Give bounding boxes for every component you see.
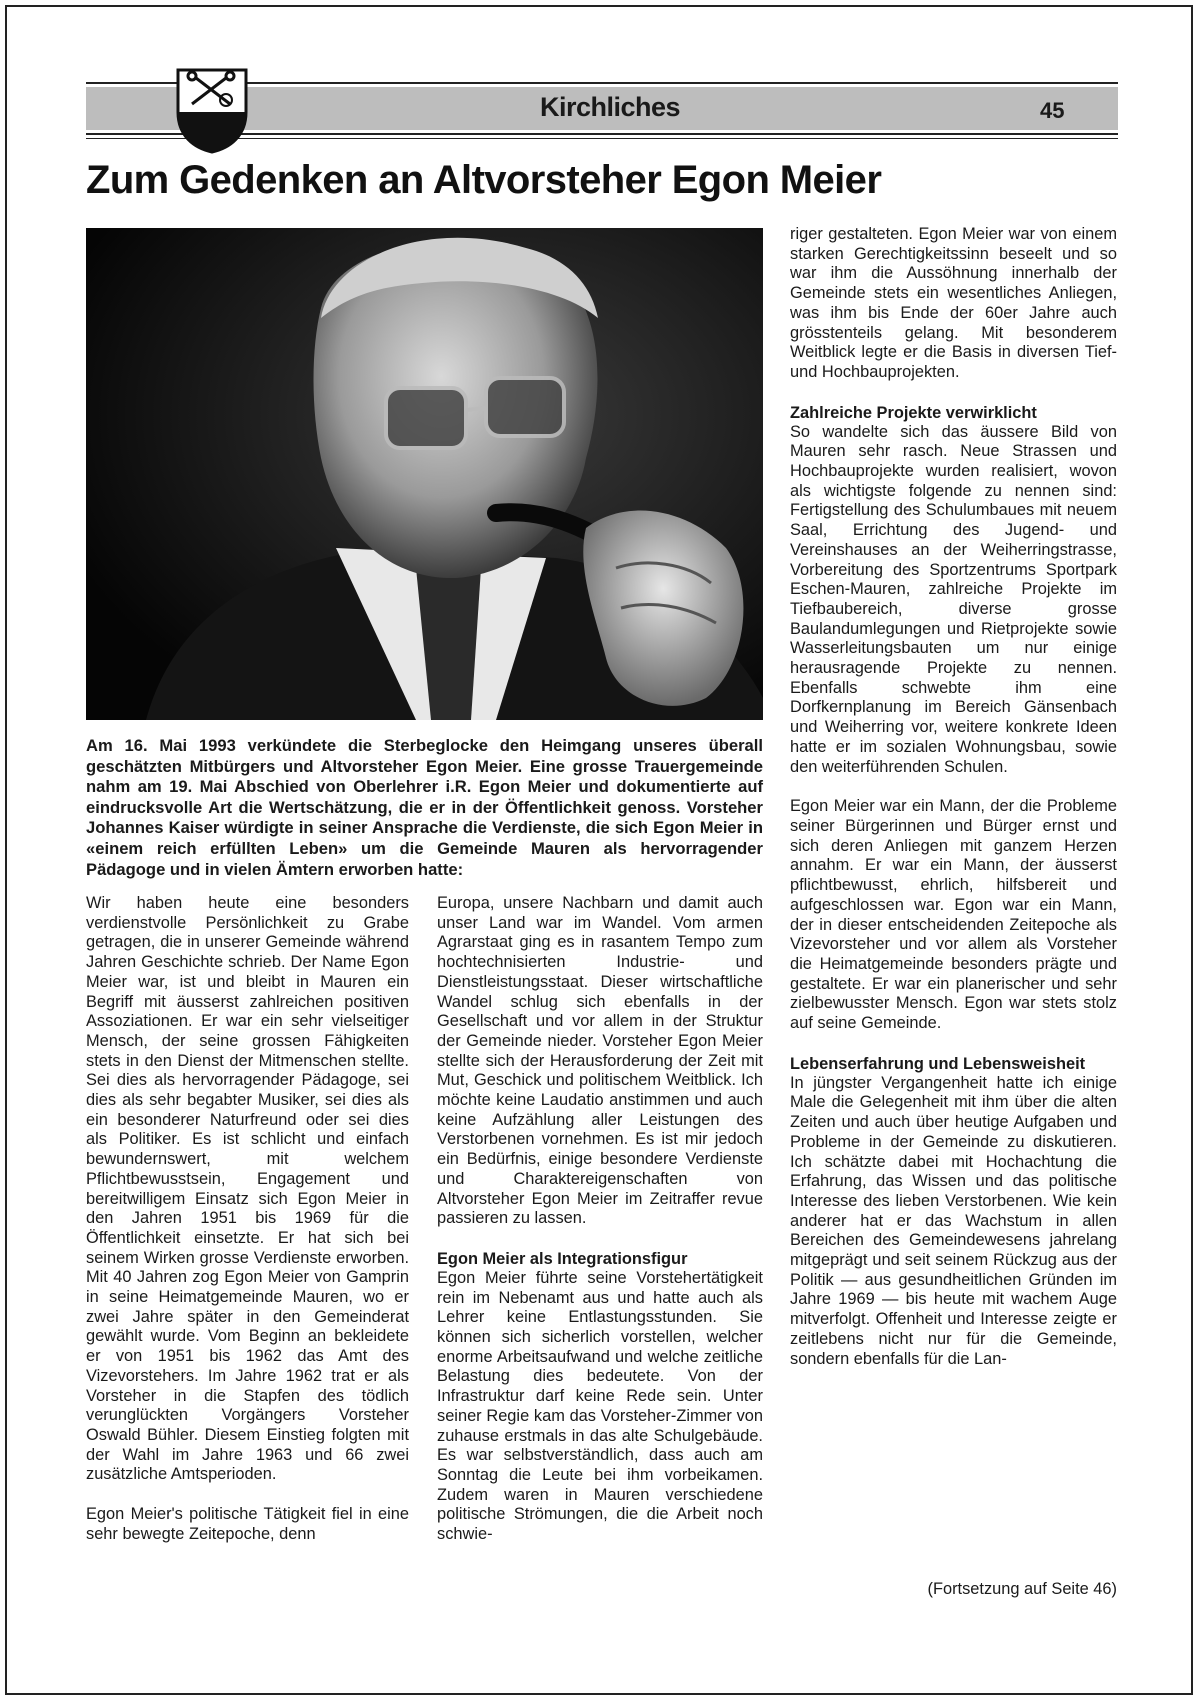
coat-of-arms-icon (174, 68, 250, 154)
text-column-1 (86, 894, 409, 1565)
paragraph: So wandelte sich das äussere Bild von Mauren sehr rasch. Neue Strassen und Hochbauprojekte wurden realisiert, wovon als wichtigste folgende zu nennen sind: Fertigstellung des Schulumbaues mit neuem Saal, Errichtung des Jugend- und Vereinshauses an der Weiherringstrasse, Vorbereitung des Sportzentrums Sportpark Eschen-Mauren, zahlreiche Projekte im Tiefbaubereich, diverse grosse Baulandumlegungen und Rietprojekte sowie Wasserleitungsbauten um nur einige herausragende Projekte zu nennen. Ebenfalls schwebte ihm eine Dorfkernplanung im Bereich Gänsenbach und Weiherring vor, weitere konkrete Ideen hatte er im sozialen Wohnungsbau, sowie den weiterführenden Schulen. (790, 422, 1117, 776)
paragraph: Egon Meier's politische Tätigkeit fiel in eine sehr bewegte Zeitepoche, denn (86, 1505, 409, 1543)
paragraph: Wir haben heute eine besonders verdienstvolle Persönlichkeit zu Grabe getragen, die in unserer Gemeinde während Jahren Geschichte schrieb. Der Name Egon Meier war, ist und bleibt in Mauren ein Begriff mit äusserst zahlreichen positiven Assoziationen. Er war ein sehr vielseitiger Mensch, der seine grossen Fähigkeiten stets in den Dienst der Mitmenschen stellte. Sei dies als hervorragender Pädagoge, sei dies als sehr begabter Musiker, sei dies als ein besonderer Naturfreund oder sei dies als Politiker. Es ist schlicht und einfach bewundernswert, mit welchem Pflichtbewusstsein, Engagement und bereitwilligem Einsatz sich Egon Meier in den Jahren 1951 bis 1969 für die Öffentlichkeit einsetzte. Er hat sich bei seinem Wirken grosse Verdienste erworben. Mit 40 Jahren zog Egon Meier von Gamprin in seine Heimatgemeinde Mauren, wo er zwei Jahre später in den Gemeinderat gewählt wurde. Vom Beginn an bekleidete er von 1951 bis 1962 das Amt des Vizevorstehers. Im Jahre 1962 trat er als Vorsteher in die Stapfen des tödlich verunglückten Vorgängers Vorsteher Oswald Bühler. Diesem Einstieg folgten mit der Wahl im Jahre 1963 und 66 zwei zusätzliche Amtsperioden. (86, 894, 409, 1484)
article-intro: Am 16. Mai 1993 verkündete die Sterbeglocke den Heimgang unseres überall geschätzten Mitbürgers und Altvorsteher Egon Meier. Eine grosse Trauergemeinde nahm am 19. Mai Abschied von Oberlehrer i.R. Egon Meier und dokumentierte auf eindrucksvolle Art die Wertschätzung, die er in der Öffentlichkeit genoss. Vorsteher Johannes Kaiser würdigte in seiner Ansprache die Verdienste, die sich Egon Meier in «einem reich erfüllten Leben» um die Gemeinde Mauren als hervorragender Pädagoge und in vielen Ämtern erworben hatte: (86, 736, 763, 879)
continuation-note: (Fortsetzung auf Seite 46) (927, 1580, 1117, 1598)
subheading: Zahlreiche Projekte verwirklicht (790, 403, 1037, 422)
subheading: Lebenserfahrung und Lebensweisheit (790, 1054, 1086, 1073)
paragraph: Egon Meier war ein Mann, der die Probleme seiner Bürgerinnen und Bürger ernst und sich deren Anliegen mit ganzem Herzen annahm. Er war ein Mann, der äusserst pflichtbewusst, ehrlich, hilfsbereit und aufgeschlossen war. Egon war ein Mann, der in dieser entscheidenden Zeitepoche als Vizevorsteher und vor allem als Vorsteher die Heimatgemeinde besonders prägte und gestaltete. Er war ein planerischer und sehr zielbewusster Mensch. Egon war stets stolz auf seine Gemeinde. (790, 797, 1117, 1033)
text-column-3 (790, 225, 1117, 1389)
portrait-illustration (86, 228, 763, 720)
article-headline: Zum Gedenken an Altvorsteher Egon Meier (86, 158, 882, 202)
page-number: 45 (1040, 98, 1065, 123)
paragraph: Egon Meier führte seine Vorstehertätigkeit rein im Nebenamt aus und hatte auch als Lehrer keine Entlastungsstunden. Sie können sich sicherlich vorstellen, welcher enorme Arbeitsaufwand und welche zeitliche Belastung dies bedeutete. Von der Infrastruktur darf keine Rede sein. Unter seiner Regie kam das Vorsteher-Zimmer von zuhause erstmals in das alte Schulgebäude. Es war selbstverständlich, dass auch am Sonntag die Leute bei ihm vorbeikamen. Zudem waren in Mauren verschiedene politische Strömungen, die die Arbeit noch schwie- (437, 1268, 763, 1544)
subheading: Egon Meier als Integrationsfigur (437, 1249, 688, 1268)
paragraph: riger gestalteten. Egon Meier war von einem starken Gerechtigkeitssinn beseelt und so war ihm die Aussöhnung innerhalb der Gemeinde stets ein wesentliches Anliegen, was ihm bis Ende der 60er Jahre auch grösstenteils gelang. Mit besonderem Weitblick legte er die Basis in diversen Tief- und Hochbauprojekten. (790, 225, 1117, 381)
text-column-2 (437, 894, 763, 1565)
portrait-photo (86, 228, 763, 720)
paragraph: In jüngster Vergangenheit hatte ich einige Male die Gelegenheit mit ihm über die alten Zeiten und auch über heutige Aufgaben und Probleme in der Gemeinde zu diskutieren. Ich schätzte dabei mit Hochachtung die Erfahrung, das Wissen und das politische Interesse des lieben Verstorbenen. Wie kein anderer hat er das Wachstum in allen Bereichen des Gemeindewesens jahrelang mitgeprägt und seit seinem Rückzug aus der Politik — aus gesundheitlichen Gründen im Jahre 1969 — bis heute mit wachem Auge mitverfolgt. Offenheit und Interesse zeigte er zeitlebens nicht nur für die Gemeinde, sondern ebenfalls für die Lan- (790, 1073, 1117, 1368)
paragraph: Europa, unsere Nachbarn und damit auch unser Land war im Wandel. Vom armen Agrarstaat ging es in rasantem Tempo zum hochtechnisierten Industrie- und Dienstleistungsstaat. Dieser wirtschaftliche Wandel schlug sich ebenfalls in der Gesellschaft und vor allem in der Struktur der Gemeinde nieder. Vorsteher Egon Meier stellte sich der Herausforderung der Zeit mit Mut, Geschick und politischem Weitblick. Ich möchte keine Laudatio anstimmen und auch keine Aufzählung aller Leistungen des Verstorbenen vornehmen. Es ist mir jedoch ein Bedürfnis, einige besondere Verdienste und Charaktereigenschaften von Altvorsteher Egon Meier im Zeitraffer revue passieren zu lassen. (437, 894, 763, 1228)
section-title: Kirchliches (539, 92, 681, 122)
